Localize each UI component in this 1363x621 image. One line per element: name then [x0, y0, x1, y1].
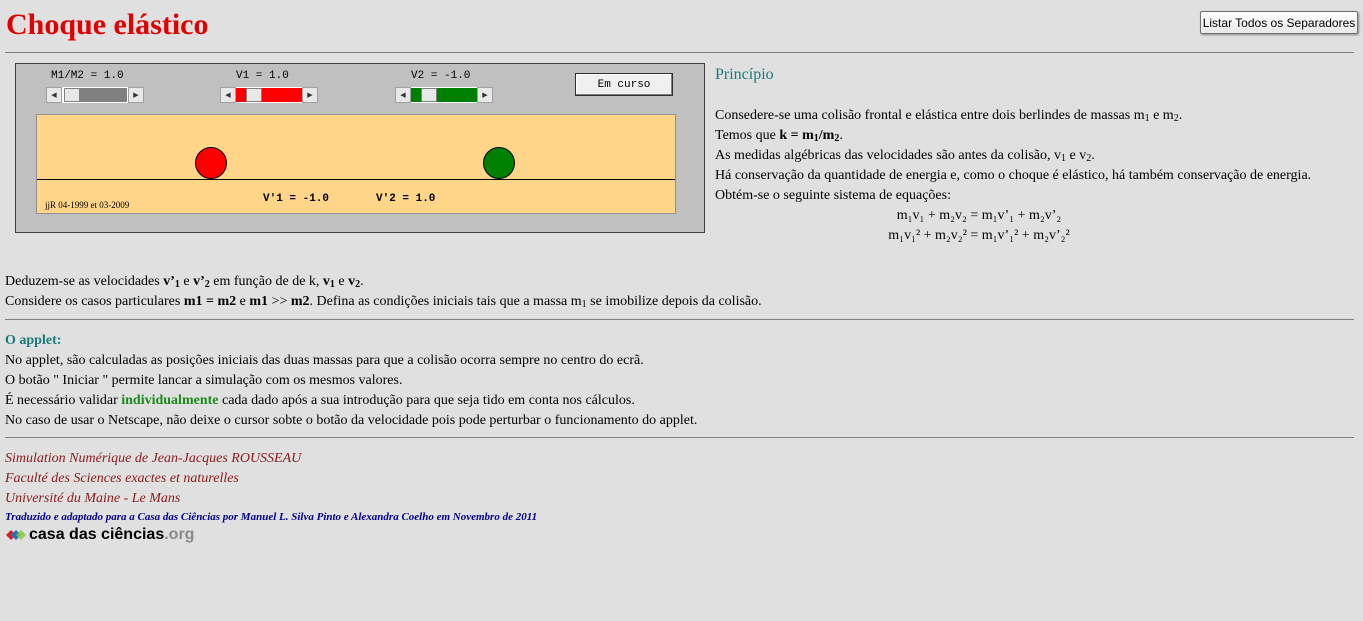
applet-heading: O applet: — [5, 333, 62, 348]
mass-ratio-fill — [79, 88, 127, 102]
applet-line-4: No caso de usar o Netscape, não deixe o cursor sobte o botão da velocidade pois pode perturbar o funcionamento do applet. — [5, 413, 698, 428]
exercise-line-2: Considere os casos particulares m1 = m2 e m1 >> m2. Defina as condições iniciais tais que a massa $m_1$ se imobilize depois da colisão. — [5, 294, 762, 310]
applet-line-2: O botão " Iniciar " permite lancar a simulação com os mesmos valores. — [5, 373, 403, 388]
exercise-text — [5, 272, 762, 312]
slider-thumb[interactable] — [421, 88, 437, 102]
v2-slider[interactable] — [395, 87, 493, 103]
left-arrow-icon[interactable]: ◀ — [220, 87, 236, 103]
divider — [5, 52, 1354, 53]
divider — [5, 437, 1354, 438]
equation-energy: m₁v₁² + m₂v₂² = m₁v’₁² + m₂v’₂² — [888, 228, 1070, 243]
right-arrow-icon[interactable]: ▶ — [302, 87, 318, 103]
slider-thumb[interactable] — [246, 88, 262, 102]
floor-line — [37, 179, 675, 180]
principle-heading: Princípio — [715, 66, 774, 83]
page-title: Choque elástico — [6, 8, 209, 41]
logo-mark-icon — [6, 527, 26, 543]
v1-prime-output: V'1 = -1.0 — [263, 193, 330, 205]
casa-das-ciencias-logo[interactable] — [6, 526, 194, 544]
exercise-line-1: Deduzem-se as velocidades $v’_1$ e $v’_2$ em função de de k, $v_1$ e $v_2$. — [5, 274, 364, 290]
slider-thumb[interactable] — [64, 88, 80, 102]
v1-label: V1 = 1.0 — [236, 70, 289, 82]
v1-slider[interactable] — [220, 87, 318, 103]
applet-info — [5, 331, 697, 431]
right-arrow-icon[interactable]: ▶ — [477, 87, 493, 103]
applet-line-1: No applet, são calculadas as posições iniciais das duas massas para que a colisão ocorra sempre no centro do ecrã. — [5, 353, 644, 368]
principle-line-4: Há conservação da quantidade de energia e, como o choque é elástico, há também conservação de energia. Obtém-se o seguinte sistema de equações: — [715, 168, 1312, 203]
left-arrow-icon[interactable]: ◀ — [46, 87, 62, 103]
run-button[interactable]: Em curso — [575, 73, 673, 96]
logo-org: .org — [164, 526, 195, 543]
applet-panel — [15, 63, 705, 233]
divider — [5, 319, 1354, 320]
applet-line-3: É necessário validar individualmente cada dado após a sua introdução para que seja tido em conta nos cálculos. — [5, 393, 635, 408]
v2-prime-output: V'2 = 1.0 — [376, 193, 436, 205]
v2-label: V2 = -1.0 — [411, 70, 471, 82]
mass-ratio-slider[interactable] — [46, 87, 144, 103]
applet-credit: jjR 04-1999 et 03-2009 — [45, 200, 130, 210]
credit-faculty: Faculté des Sciences exactes et naturelles — [5, 471, 239, 486]
right-arrow-icon[interactable]: ▶ — [128, 87, 144, 103]
credits — [5, 449, 537, 525]
left-arrow-icon[interactable]: ◀ — [395, 87, 411, 103]
principle-line-2: Temos que $k = m_1/m_2$. — [715, 128, 843, 144]
logo-text: casa das ciências — [29, 526, 165, 543]
principle-line-1: Consedere-se uma colisão frontal e elástica entre dois berlindes de massas $m_1$ e $m_2$. — [715, 108, 1183, 124]
list-all-tabs-button[interactable]: Listar Todos os Separadores — [1200, 11, 1358, 34]
ball-1 — [195, 147, 227, 179]
ball-2 — [483, 147, 515, 179]
mass-ratio-label: M1/M2 = 1.0 — [51, 70, 124, 82]
equation-momentum: m₁v₁ + m₂v₂ = m₁v’₁ + m₂v’₂ — [896, 208, 1062, 223]
credit-university: Université du Maine - Le Mans — [5, 491, 181, 506]
credit-author: Simulation Numérique de Jean-Jacques ROUSSEAU — [5, 451, 302, 466]
credit-translation: Traduzido e adaptado para a Casa das Ciências por Manuel L. Silva Pinto e Alexandra Coelho em Novembro de 2011 — [5, 511, 538, 523]
principle-line-3: As medidas algébricas das velocidades são antes da colisão, $v_1$ e $v_2$. — [715, 148, 1095, 164]
principle-text — [715, 106, 1335, 246]
simulation-area — [36, 114, 676, 214]
